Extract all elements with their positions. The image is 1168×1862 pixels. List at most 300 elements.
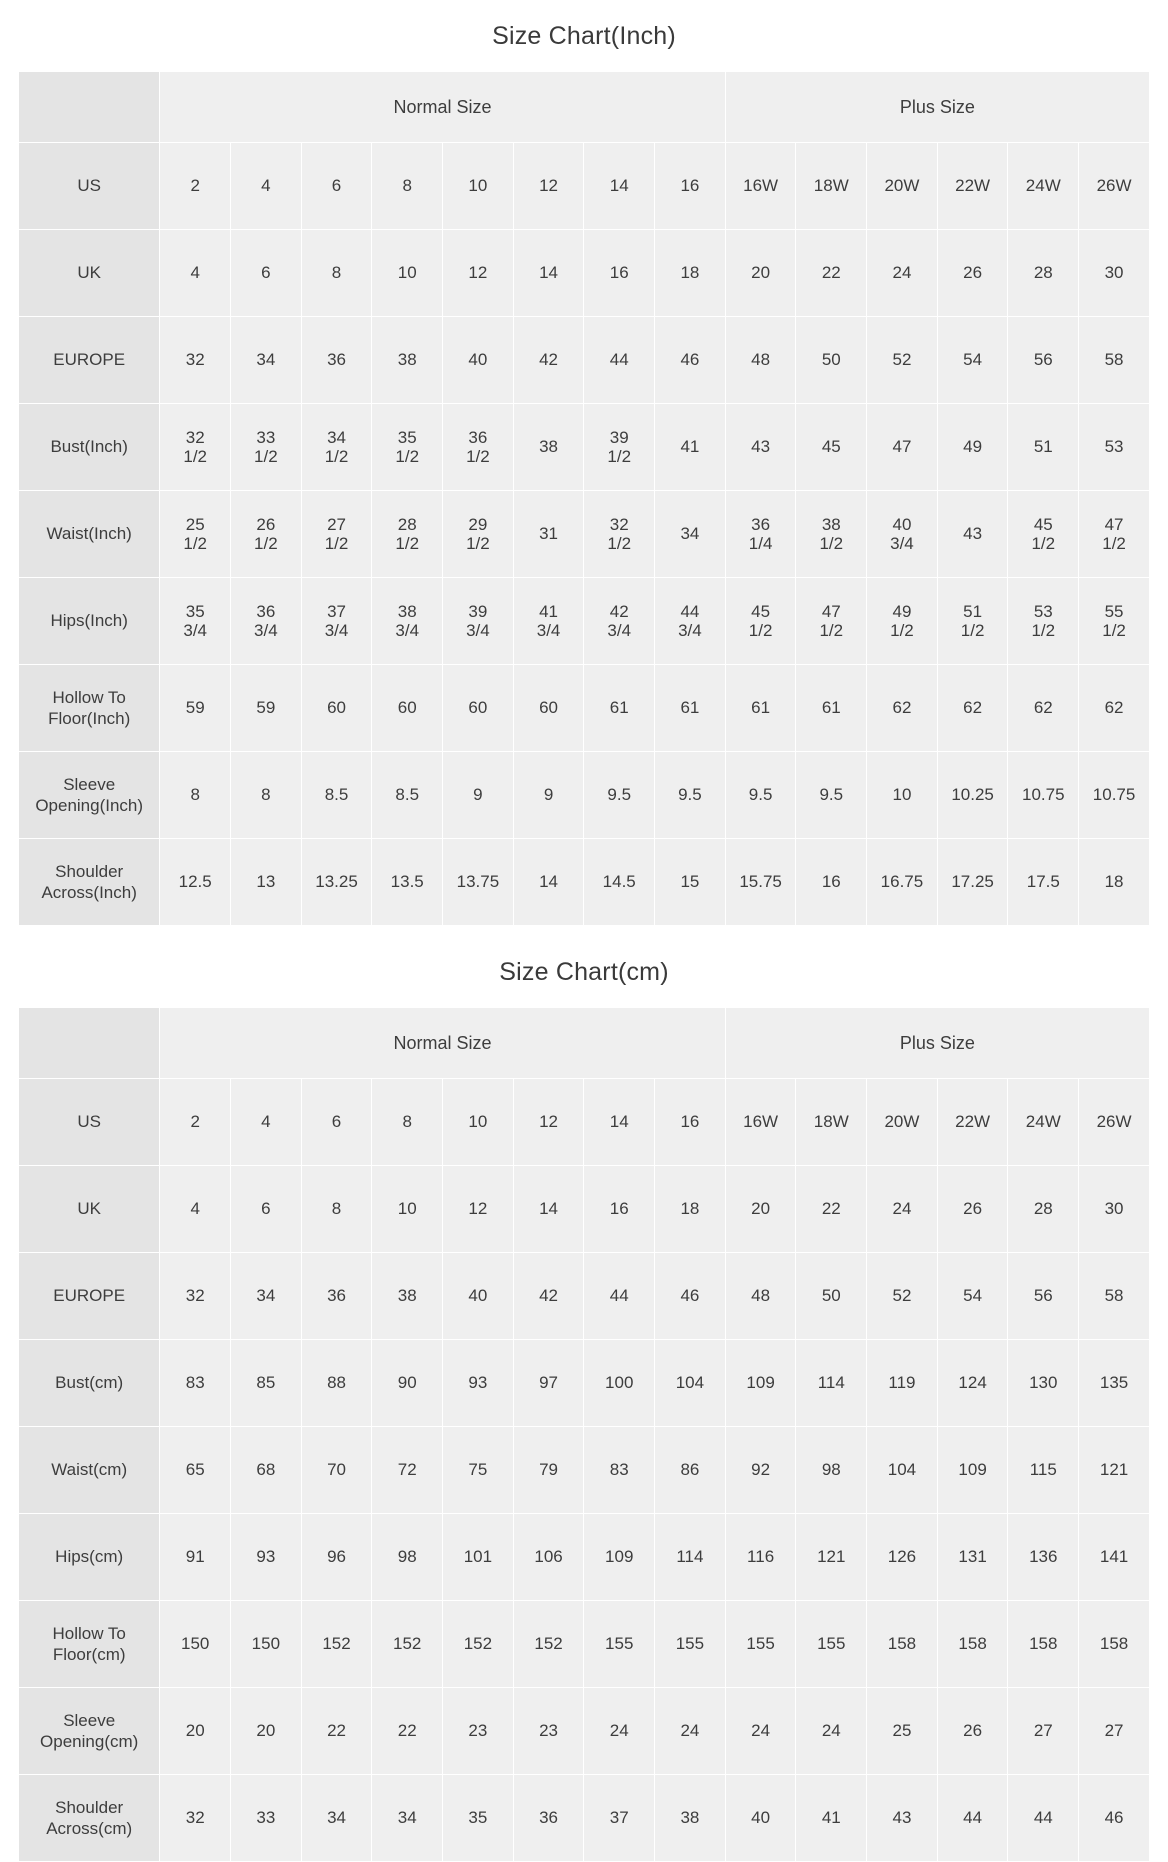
table-cell: 39 3/4 xyxy=(443,578,514,665)
table-cell: 32 xyxy=(160,1775,231,1862)
table-cell: 34 xyxy=(372,1775,443,1862)
table-cell: 24 xyxy=(867,1166,938,1253)
table-cell: 17.5 xyxy=(1008,839,1079,926)
table-cell: 16 xyxy=(584,1166,655,1253)
row-header-cell: EUROPE xyxy=(19,1253,160,1340)
table-cell: 8 xyxy=(160,752,231,839)
table-cell: 2 xyxy=(160,1079,231,1166)
table-cell: 40 xyxy=(443,317,514,404)
table-cell: 60 xyxy=(443,665,514,752)
table-cell: 36 xyxy=(301,1253,372,1340)
table-row xyxy=(19,1253,1150,1340)
table-cell: 47 xyxy=(867,404,938,491)
table-cell: 44 xyxy=(937,1775,1008,1862)
table-cell: 10.75 xyxy=(1079,752,1150,839)
table-cell: 61 xyxy=(796,665,867,752)
table-cell: 25 xyxy=(867,1688,938,1775)
table-cell: 35 xyxy=(443,1775,514,1862)
group-header-cell: Normal Size xyxy=(160,1008,725,1079)
table-cell: 6 xyxy=(301,1079,372,1166)
table-cell: 131 xyxy=(937,1514,1008,1601)
table-cell: 4 xyxy=(231,143,302,230)
table-cell: 43 xyxy=(867,1775,938,1862)
table-cell: 27 xyxy=(1008,1688,1079,1775)
table-cell: 60 xyxy=(301,665,372,752)
table-cell: 152 xyxy=(513,1601,584,1688)
table-cell: 18 xyxy=(1079,839,1150,926)
table-cell: 17.25 xyxy=(937,839,1008,926)
table-row xyxy=(19,1688,1150,1775)
table-cell: 54 xyxy=(937,1253,1008,1340)
table-cell: 40 3/4 xyxy=(867,491,938,578)
table-cell: 62 xyxy=(1079,665,1150,752)
table-cell: 6 xyxy=(301,143,372,230)
table-cell: 9 xyxy=(443,752,514,839)
group-header-cell: Plus Size xyxy=(725,72,1149,143)
table-cell: 8.5 xyxy=(372,752,443,839)
table-cell: 39 1/2 xyxy=(584,404,655,491)
table-cell: 97 xyxy=(513,1340,584,1427)
table-cell: 14 xyxy=(513,230,584,317)
table-cell: 18W xyxy=(796,1079,867,1166)
table-row xyxy=(19,1079,1150,1166)
table-cell: 8 xyxy=(301,230,372,317)
table-cell: 32 1/2 xyxy=(160,404,231,491)
table-cell: 42 3/4 xyxy=(584,578,655,665)
table-cell: 56 xyxy=(1008,317,1079,404)
table-cell: 27 xyxy=(1079,1688,1150,1775)
row-header-cell: UK xyxy=(19,230,160,317)
table-row xyxy=(19,1514,1150,1601)
size-table-inch xyxy=(18,71,1150,926)
table-row xyxy=(19,665,1150,752)
table-cell: 8 xyxy=(372,143,443,230)
table-cell: 18 xyxy=(655,230,726,317)
table-cell: 36 xyxy=(301,317,372,404)
table-cell: 155 xyxy=(655,1601,726,1688)
table-cell: 65 xyxy=(160,1427,231,1514)
table-cell: 52 xyxy=(867,1253,938,1340)
table-cell: 28 xyxy=(1008,1166,1079,1253)
page-title-inch: Size Chart(Inch) xyxy=(492,22,676,50)
table-cell: 43 xyxy=(937,491,1008,578)
table-cell: 23 xyxy=(443,1688,514,1775)
table-cell: 25 1/2 xyxy=(160,491,231,578)
table-cell: 50 xyxy=(796,317,867,404)
table-cell: 36 1/2 xyxy=(443,404,514,491)
table-cell: 50 xyxy=(796,1253,867,1340)
table-cell: 12 xyxy=(513,1079,584,1166)
table-cell: 24 xyxy=(796,1688,867,1775)
table-cell: 20 xyxy=(160,1688,231,1775)
table-cell: 59 xyxy=(160,665,231,752)
table-row xyxy=(19,404,1150,491)
table-cell: 158 xyxy=(1079,1601,1150,1688)
table-cell: 37 xyxy=(584,1775,655,1862)
section-spacer xyxy=(18,926,1150,936)
table-row xyxy=(19,1775,1150,1862)
table-cell: 20 xyxy=(725,1166,796,1253)
table-cell: 60 xyxy=(513,665,584,752)
table-cell: 51 xyxy=(1008,404,1079,491)
row-header-cell: UK xyxy=(19,1166,160,1253)
table-cell: 88 xyxy=(301,1340,372,1427)
page-title-cm: Size Chart(cm) xyxy=(499,958,669,986)
table-cell: 30 xyxy=(1079,230,1150,317)
table-cell: 10.25 xyxy=(937,752,1008,839)
table-cell: 126 xyxy=(867,1514,938,1601)
table-cell: 32 1/2 xyxy=(584,491,655,578)
table-cell: 38 xyxy=(513,404,584,491)
table-cell: 85 xyxy=(231,1340,302,1427)
table-cell: 59 xyxy=(231,665,302,752)
table-cell: 124 xyxy=(937,1340,1008,1427)
table-cell: 36 1/4 xyxy=(725,491,796,578)
row-header-cell: Shoulder Across(Inch) xyxy=(19,839,160,926)
group-header-row xyxy=(19,1008,1150,1079)
table-row xyxy=(19,317,1150,404)
table-cell: 106 xyxy=(513,1514,584,1601)
table-cell: 31 xyxy=(513,491,584,578)
table-cell: 44 xyxy=(584,1253,655,1340)
table-cell: 18 xyxy=(655,1166,726,1253)
table-cell: 55 1/2 xyxy=(1079,578,1150,665)
table-cell: 14 xyxy=(513,839,584,926)
table-cell: 104 xyxy=(867,1427,938,1514)
table-corner-cell xyxy=(19,72,160,143)
table-cell: 13.75 xyxy=(443,839,514,926)
table-cell: 62 xyxy=(937,665,1008,752)
table-cell: 38 3/4 xyxy=(372,578,443,665)
table-cell: 34 xyxy=(231,1253,302,1340)
table-cell: 14 xyxy=(584,1079,655,1166)
table-cell: 26 xyxy=(937,1166,1008,1253)
group-header-cell: Normal Size xyxy=(160,72,725,143)
table-cell: 43 xyxy=(725,404,796,491)
table-cell: 98 xyxy=(372,1514,443,1601)
table-cell: 12.5 xyxy=(160,839,231,926)
table-cell: 38 xyxy=(655,1775,726,1862)
table-cell: 109 xyxy=(584,1514,655,1601)
table-cell: 4 xyxy=(160,1166,231,1253)
table-cell: 22W xyxy=(937,143,1008,230)
table-cell: 42 xyxy=(513,1253,584,1340)
table-cell: 41 xyxy=(796,1775,867,1862)
table-cell: 24W xyxy=(1008,143,1079,230)
row-header-cell: Hollow To Floor(Inch) xyxy=(19,665,160,752)
row-header-cell: Sleeve Opening(cm) xyxy=(19,1688,160,1775)
table-cell: 23 xyxy=(513,1688,584,1775)
table-cell: 24 xyxy=(655,1688,726,1775)
table-row xyxy=(19,1166,1150,1253)
table-cell: 18W xyxy=(796,143,867,230)
table-cell: 4 xyxy=(231,1079,302,1166)
table-cell: 15.75 xyxy=(725,839,796,926)
table-row xyxy=(19,1601,1150,1688)
table-cell: 10 xyxy=(372,1166,443,1253)
table-cell: 2 xyxy=(160,143,231,230)
table-row xyxy=(19,1340,1150,1427)
table-cell: 158 xyxy=(867,1601,938,1688)
table-cell: 60 xyxy=(372,665,443,752)
table-cell: 9.5 xyxy=(655,752,726,839)
table-cell: 141 xyxy=(1079,1514,1150,1601)
table-row xyxy=(19,143,1150,230)
table-cell: 22 xyxy=(372,1688,443,1775)
table-cell: 96 xyxy=(301,1514,372,1601)
table-cell: 54 xyxy=(937,317,1008,404)
table-cell: 26 xyxy=(937,1688,1008,1775)
table-cell: 13 xyxy=(231,839,302,926)
table-cell: 22 xyxy=(796,1166,867,1253)
table-cell: 58 xyxy=(1079,317,1150,404)
table-row xyxy=(19,578,1150,665)
table-cell: 12 xyxy=(443,1166,514,1253)
table-cell: 26W xyxy=(1079,143,1150,230)
table-cell: 53 xyxy=(1079,404,1150,491)
table-cell: 83 xyxy=(160,1340,231,1427)
table-cell: 9 xyxy=(513,752,584,839)
table-cell: 70 xyxy=(301,1427,372,1514)
table-row xyxy=(19,752,1150,839)
group-header-cell: Plus Size xyxy=(725,1008,1149,1079)
table-cell: 45 xyxy=(796,404,867,491)
table-cell: 101 xyxy=(443,1514,514,1601)
table-cell: 155 xyxy=(584,1601,655,1688)
table-cell: 16.75 xyxy=(867,839,938,926)
table-cell: 150 xyxy=(160,1601,231,1688)
table-cell: 158 xyxy=(1008,1601,1079,1688)
table-cell: 37 3/4 xyxy=(301,578,372,665)
table-cell: 8 xyxy=(372,1079,443,1166)
table-cell: 75 xyxy=(443,1427,514,1514)
table-cell: 93 xyxy=(443,1340,514,1427)
table-cell: 42 xyxy=(513,317,584,404)
table-cell: 155 xyxy=(725,1601,796,1688)
table-cell: 58 xyxy=(1079,1253,1150,1340)
table-cell: 51 1/2 xyxy=(937,578,1008,665)
table-cell: 24W xyxy=(1008,1079,1079,1166)
table-cell: 34 xyxy=(655,491,726,578)
table-row xyxy=(19,1427,1150,1514)
table-cell: 46 xyxy=(1079,1775,1150,1862)
table-cell: 44 xyxy=(1008,1775,1079,1862)
table-cell: 34 xyxy=(301,1775,372,1862)
table-cell: 33 xyxy=(231,1775,302,1862)
table-cell: 14.5 xyxy=(584,839,655,926)
table-cell: 27 1/2 xyxy=(301,491,372,578)
table-cell: 47 1/2 xyxy=(796,578,867,665)
table-cell: 56 xyxy=(1008,1253,1079,1340)
row-header-cell: Shoulder Across(cm) xyxy=(19,1775,160,1862)
group-header-row xyxy=(19,72,1150,143)
table-cell: 12 xyxy=(513,143,584,230)
table-cell: 109 xyxy=(937,1427,1008,1514)
table-cell: 16W xyxy=(725,1079,796,1166)
table-cell: 32 xyxy=(160,317,231,404)
table-cell: 45 1/2 xyxy=(1008,491,1079,578)
table-cell: 36 xyxy=(513,1775,584,1862)
table-cell: 114 xyxy=(655,1514,726,1601)
table-cell: 61 xyxy=(584,665,655,752)
table-row xyxy=(19,230,1150,317)
table-cell: 34 1/2 xyxy=(301,404,372,491)
table-cell: 121 xyxy=(796,1514,867,1601)
table-cell: 14 xyxy=(584,143,655,230)
table-cell: 121 xyxy=(1079,1427,1150,1514)
table-cell: 86 xyxy=(655,1427,726,1514)
table-row xyxy=(19,839,1150,926)
table-cell: 48 xyxy=(725,317,796,404)
row-header-cell: Waist(Inch) xyxy=(19,491,160,578)
table-cell: 14 xyxy=(513,1166,584,1253)
table-cell: 40 xyxy=(725,1775,796,1862)
table-cell: 35 3/4 xyxy=(160,578,231,665)
table-cell: 150 xyxy=(231,1601,302,1688)
size-table-cm xyxy=(18,1007,1150,1862)
table-cell: 20 xyxy=(725,230,796,317)
row-header-cell: Hollow To Floor(cm) xyxy=(19,1601,160,1688)
table-cell: 53 1/2 xyxy=(1008,578,1079,665)
table-cell: 20W xyxy=(867,143,938,230)
table-cell: 41 3/4 xyxy=(513,578,584,665)
table-cell: 28 xyxy=(1008,230,1079,317)
table-cell: 72 xyxy=(372,1427,443,1514)
table-cell: 48 xyxy=(725,1253,796,1340)
table-cell: 61 xyxy=(725,665,796,752)
table-cell: 38 xyxy=(372,317,443,404)
table-cell: 29 1/2 xyxy=(443,491,514,578)
table-corner-cell xyxy=(19,1008,160,1079)
table-cell: 16 xyxy=(584,230,655,317)
table-cell: 119 xyxy=(867,1340,938,1427)
table-cell: 109 xyxy=(725,1340,796,1427)
table-cell: 46 xyxy=(655,1253,726,1340)
table-cell: 47 1/2 xyxy=(1079,491,1150,578)
table-cell: 38 1/2 xyxy=(796,491,867,578)
table-cell: 83 xyxy=(584,1427,655,1514)
table-cell: 158 xyxy=(937,1601,1008,1688)
row-header-cell: Bust(cm) xyxy=(19,1340,160,1427)
table-cell: 34 xyxy=(231,317,302,404)
table-cell: 100 xyxy=(584,1340,655,1427)
table-cell: 41 xyxy=(655,404,726,491)
table-cell: 16 xyxy=(655,1079,726,1166)
table-cell: 20W xyxy=(867,1079,938,1166)
table-cell: 8 xyxy=(301,1166,372,1253)
table-cell: 32 xyxy=(160,1253,231,1340)
row-header-cell: Hips(Inch) xyxy=(19,578,160,665)
table-cell: 10 xyxy=(443,1079,514,1166)
table-cell: 8.5 xyxy=(301,752,372,839)
table-cell: 26W xyxy=(1079,1079,1150,1166)
table-cell: 16 xyxy=(655,143,726,230)
table-cell: 16W xyxy=(725,143,796,230)
table-cell: 155 xyxy=(796,1601,867,1688)
row-header-cell: EUROPE xyxy=(19,317,160,404)
table-cell: 10.75 xyxy=(1008,752,1079,839)
table-cell: 13.25 xyxy=(301,839,372,926)
table-cell: 152 xyxy=(301,1601,372,1688)
row-header-cell: Bust(Inch) xyxy=(19,404,160,491)
table-cell: 12 xyxy=(443,230,514,317)
table-cell: 9.5 xyxy=(796,752,867,839)
table-cell: 38 xyxy=(372,1253,443,1340)
table-cell: 13.5 xyxy=(372,839,443,926)
table-cell: 46 xyxy=(655,317,726,404)
table-cell: 40 xyxy=(443,1253,514,1340)
table-cell: 22W xyxy=(937,1079,1008,1166)
table-cell: 152 xyxy=(372,1601,443,1688)
table-cell: 20 xyxy=(231,1688,302,1775)
table-cell: 136 xyxy=(1008,1514,1079,1601)
table-row xyxy=(19,491,1150,578)
table-cell: 16 xyxy=(796,839,867,926)
table-cell: 91 xyxy=(160,1514,231,1601)
table-cell: 130 xyxy=(1008,1340,1079,1427)
table-cell: 92 xyxy=(725,1427,796,1514)
table-cell: 4 xyxy=(160,230,231,317)
table-cell: 115 xyxy=(1008,1427,1079,1514)
table-cell: 9.5 xyxy=(725,752,796,839)
table-cell: 135 xyxy=(1079,1340,1150,1427)
table-cell: 30 xyxy=(1079,1166,1150,1253)
table-cell: 90 xyxy=(372,1340,443,1427)
table-cell: 10 xyxy=(443,143,514,230)
table-cell: 93 xyxy=(231,1514,302,1601)
table-cell: 24 xyxy=(867,230,938,317)
row-header-cell: Waist(cm) xyxy=(19,1427,160,1514)
table-cell: 22 xyxy=(796,230,867,317)
table-cell: 36 3/4 xyxy=(231,578,302,665)
row-header-cell: Sleeve Opening(Inch) xyxy=(19,752,160,839)
table-cell: 6 xyxy=(231,1166,302,1253)
row-header-cell: Hips(cm) xyxy=(19,1514,160,1601)
row-header-cell: US xyxy=(19,1079,160,1166)
table-cell: 24 xyxy=(725,1688,796,1775)
table-cell: 10 xyxy=(867,752,938,839)
table-cell: 62 xyxy=(867,665,938,752)
row-header-cell: US xyxy=(19,143,160,230)
table-cell: 15 xyxy=(655,839,726,926)
table-cell: 22 xyxy=(301,1688,372,1775)
table-cell: 62 xyxy=(1008,665,1079,752)
table-cell: 104 xyxy=(655,1340,726,1427)
table-cell: 10 xyxy=(372,230,443,317)
table-cell: 26 xyxy=(937,230,1008,317)
table-cell: 61 xyxy=(655,665,726,752)
table-cell: 44 3/4 xyxy=(655,578,726,665)
table-cell: 28 1/2 xyxy=(372,491,443,578)
table-cell: 44 xyxy=(584,317,655,404)
table-cell: 49 xyxy=(937,404,1008,491)
table-cell: 49 1/2 xyxy=(867,578,938,665)
table-cell: 52 xyxy=(867,317,938,404)
table-cell: 6 xyxy=(231,230,302,317)
table-cell: 79 xyxy=(513,1427,584,1514)
table-cell: 35 1/2 xyxy=(372,404,443,491)
table-cell: 152 xyxy=(443,1601,514,1688)
table-cell: 45 1/2 xyxy=(725,578,796,665)
table-cell: 33 1/2 xyxy=(231,404,302,491)
table-cell: 26 1/2 xyxy=(231,491,302,578)
table-cell: 114 xyxy=(796,1340,867,1427)
table-cell: 116 xyxy=(725,1514,796,1601)
table-cell: 68 xyxy=(231,1427,302,1514)
table-cell: 9.5 xyxy=(584,752,655,839)
table-cell: 8 xyxy=(231,752,302,839)
table-cell: 98 xyxy=(796,1427,867,1514)
